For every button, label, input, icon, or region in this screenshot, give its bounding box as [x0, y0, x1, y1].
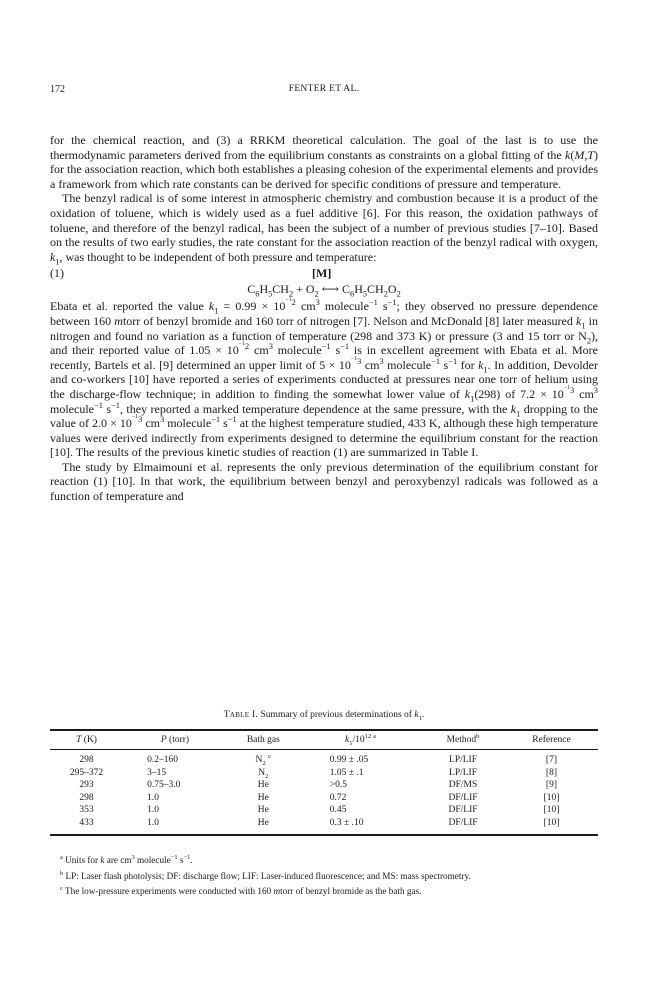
- cell-rate-constant: >0.5: [329, 780, 348, 791]
- paragraph-3: Ebata et al. reported the value $k_1 = 0.99 \times 10^{^{-1}2}$ $cm^3$ molecule$^{-1}$ $s^{-1}$; they observed no pressure dependence between 160 mtorr of benzyl bromide and 160 torr of nitrogen [7]. Nelson and McDonald [8] later measured $k_1$ in nitrogen and found no variation as a function of temperature (298 and 373 K) or pressure (3 and 15 torr or $N_2$), and their reported value of $1.05 \times 10^{^{-1}2}$ $cm^3$ molecule$^{-1}$ $s^{-1}$ is in excellent agreement with Ebata et al. More recently, Bartels et al. [9] determined an upper limit of $5 \times 10^{^{-1}3}$ $cm^3$ molecule$^{-1}$ $s^{-1}$ for $k_1$. In addition, Devolder and co-workers [10] have reported a series of experiments conducted at pressures near one torr of helium using the discharge-flow technique; in addition to finding the somewhat lower value of $k_1(298)$ of $7.2 \times 10^{^{-1}3}$ $cm^3$ molecule$^{-1}$ $s^{-1}$, they reported a marked temperature dependence at the same pressure, with the $k_1$ dropping to the value of $2.0 \times 10^{^{-1}3}$ $cm^3$ molecule$^{-1}$ $s^{-1}$ at the highest temperature studied, 433 K, although these high temperature values were derived indirectly from experiments designed to determine the equilibrium constant for the reaction [10]. The results of the previous kinetic studies of reaction (1) are summarized in Table I.: [50, 297, 599, 460]
- header-pressure: P (torr): [160, 735, 190, 745]
- table-header-row: [50, 730, 598, 750]
- cell-rate-constant: 1.05 ± .1: [329, 767, 364, 778]
- cell-bath-gas: $N_2$: [258, 767, 269, 780]
- header-bath-gas: Bath gas: [246, 735, 280, 745]
- cell-rate-constant: 0.99 ± .05: [329, 755, 369, 765]
- cell-method: DF/LIF: [448, 817, 478, 828]
- equilibrium-arrow: ⟷: [321, 282, 339, 297]
- cell-temperature: 353: [79, 805, 94, 816]
- cell-pressure: 1.0: [147, 805, 159, 816]
- table-caption: [50, 710, 598, 720]
- cell-bath-gas: He: [257, 805, 269, 816]
- cell-bath-gas: $N_2$ $^c$: [255, 752, 272, 767]
- page-header: [50, 84, 598, 98]
- article-body: [50, 133, 598, 504]
- reaction-equation: [50, 266, 598, 299]
- cell-temperature: 295–372: [69, 767, 104, 778]
- cell-reference: [7]: [545, 755, 557, 765]
- paragraph-2: The benzyl radical is of some interest in atmospheric chemistry and combustion because it is a product of the oxidation of toluene, which is widely used as a fuel additive [6]. For this reason, the oxidation pathways of toluene, and therefore of the benzyl radical, has been the subject of a number of previous studies [7–10]. Based on the results of two early studies, the rate constant for the association reaction of the benzyl radical with oxygen, $k_1$, was thought to be independent of both pressure and temperature:: [50, 191, 598, 267]
- cell-reference: [10]: [543, 792, 560, 803]
- cell-pressure: 1.0: [147, 817, 159, 828]
- table-body: [50, 750, 598, 835]
- cell-rate-constant: 0.3 ± .10: [329, 817, 364, 828]
- cell-method: DF/MS: [448, 780, 478, 791]
- cell-reference: [10]: [543, 817, 560, 828]
- cell-pressure: 0.2–160: [147, 755, 178, 765]
- cell-bath-gas: He: [257, 792, 269, 803]
- cell-temperature: 433: [79, 817, 94, 828]
- table-footnotes: [50, 855, 598, 902]
- equation-reactants: $C_6H_5CH_2 + O_2$: [247, 282, 319, 299]
- table-row: [50, 750, 598, 767]
- third-body-label: [M]: [312, 266, 332, 281]
- cell-bath-gas: He: [257, 817, 269, 828]
- cell-pressure: 1.0: [147, 792, 159, 803]
- page-number: 172: [50, 84, 65, 95]
- table-label: Table I.: [223, 710, 259, 720]
- header-reference: Reference: [532, 735, 571, 745]
- table-row: [50, 817, 598, 835]
- cell-method: LP/LIF: [449, 755, 478, 765]
- summary-table: [50, 729, 598, 836]
- table-row: [50, 767, 598, 780]
- cell-pressure: 0.75–3.0: [147, 780, 181, 791]
- footnote-c: $^c$ The low-pressure experiments were conducted with 160 mtorr of benzyl bromide as the bath gas.: [60, 885, 422, 897]
- cell-reference: [10]: [543, 805, 560, 816]
- cell-temperature: 298: [79, 792, 94, 803]
- table-caption-text: Summary of previous determinations of $k_1$.: [260, 710, 425, 722]
- cell-method: LP/LIF: [449, 767, 478, 778]
- footnote-a: $^a$ Units for k are $cm^3$ molecule$^{-1}$ $s^{-1}$.: [60, 853, 193, 865]
- cell-method: DF/LIF: [448, 792, 478, 803]
- cell-rate-constant: 0.72: [329, 792, 347, 803]
- equation-body: [50, 282, 598, 299]
- cell-method: DF/LIF: [448, 805, 478, 816]
- cell-pressure: 3–15: [147, 767, 167, 778]
- cell-temperature: 298: [79, 755, 94, 765]
- cell-reference: [8]: [545, 767, 557, 778]
- equation-number: (1): [50, 266, 64, 281]
- cell-temperature: 293: [79, 780, 94, 791]
- header-rate-constant: $k_1/10^{12 a}$: [344, 732, 376, 747]
- header-temperature: T (K): [76, 735, 97, 745]
- paragraph-4: The study by Elmaimouni et al. represents the only previous determination of the equilibrium constant for reaction (1) [10]. In that work, the equilibrium between benzyl and peroxybenzyl radicals was followed as a function of temperature and: [50, 459, 598, 504]
- header-method: Method$^b$: [446, 732, 480, 745]
- running-head: FENTER ET AL.: [288, 84, 360, 94]
- table-row: [50, 779, 598, 792]
- table-row: [50, 804, 598, 817]
- cell-rate-constant: 0.45: [329, 805, 347, 816]
- paragraph-1: for the chemical reaction, and (3) a RRKM theoretical calculation. The goal of the last is to use the thermodynamic parameters derived from the equilibrium constants as constraints on a global fitting of the k(M,T) for the association reaction, which both establishes a pleasing cohesion of the experimental elements and provides a framework from which rate constants can be derived for specific conditions of pressure and temperature.: [50, 133, 598, 191]
- equation-product: $C_6H_5CH_2O_2$: [341, 282, 401, 299]
- footnote-b: $^b$ LP: Laser flash photolysis; DF: discharge flow; LIF: Laser-induced fluorescence; and MS: mass spectrometry.: [60, 869, 471, 881]
- cell-reference: [9]: [545, 780, 557, 791]
- table-row: [50, 792, 598, 805]
- cell-bath-gas: He: [257, 780, 269, 791]
